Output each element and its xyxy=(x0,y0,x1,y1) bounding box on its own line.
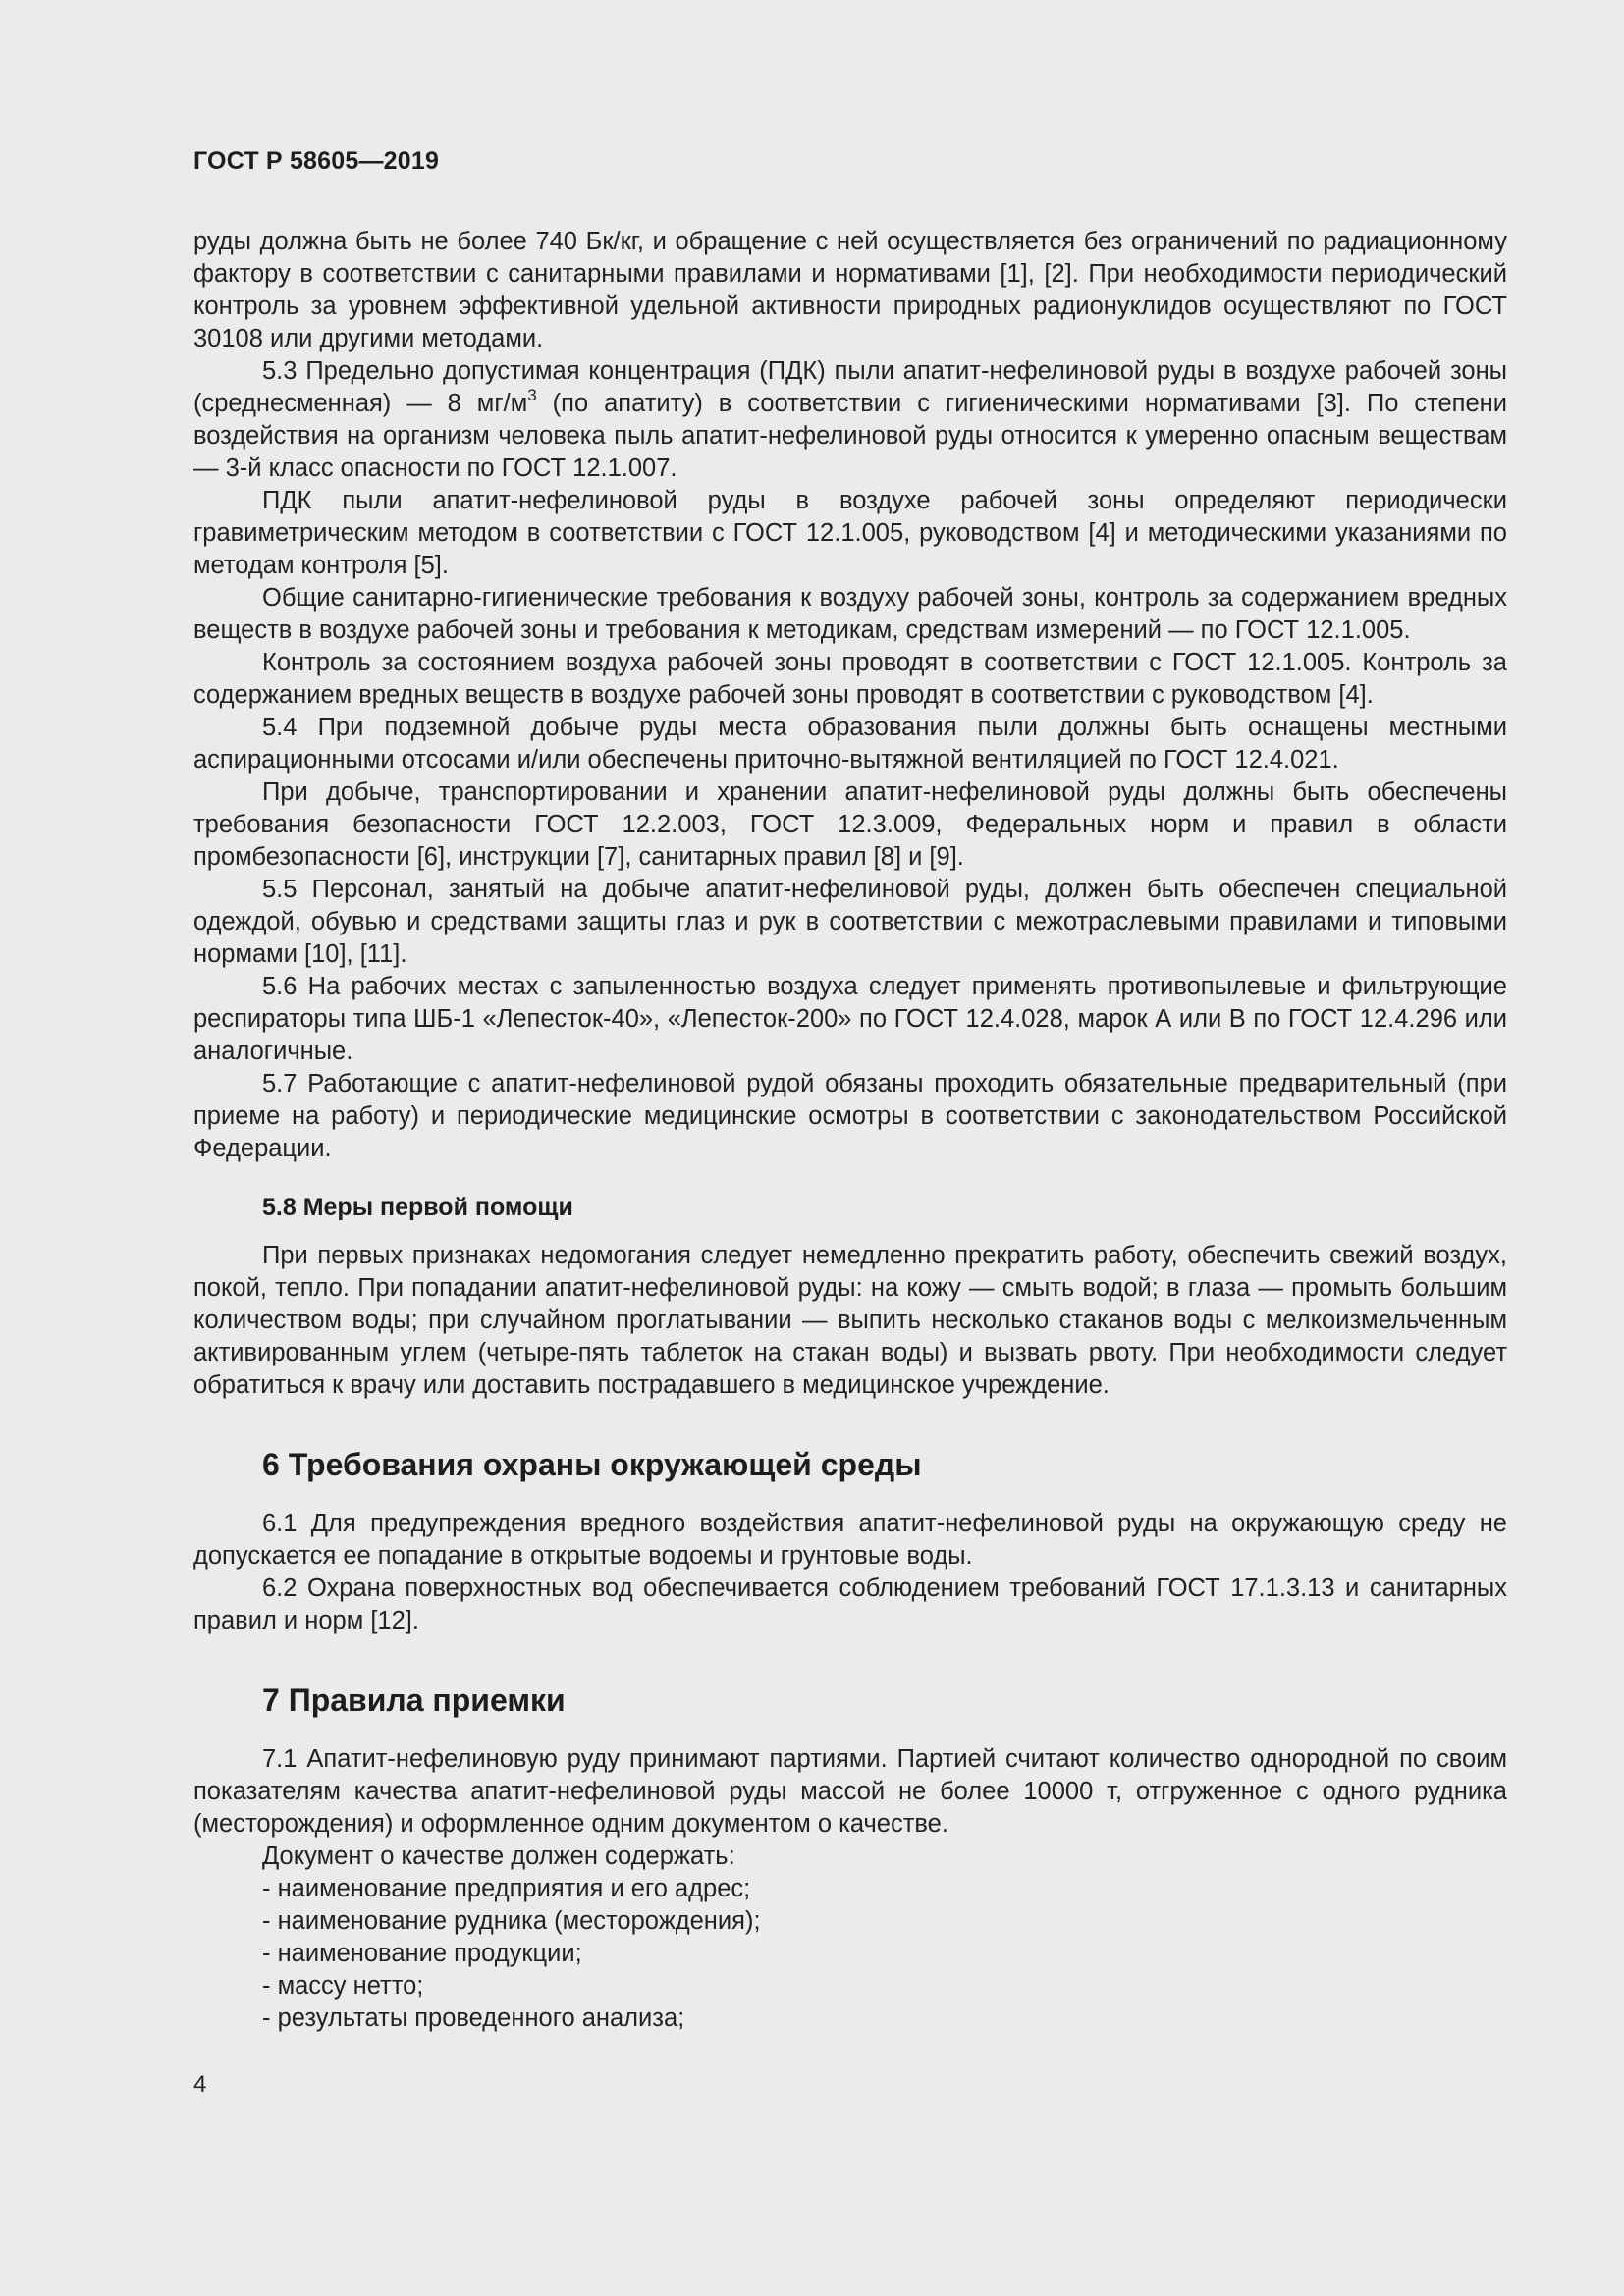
subheading-5-8: 5.8 Меры первой помощи xyxy=(262,1194,573,1221)
list-item: - массу нетто; xyxy=(262,1972,424,2000)
paragraph-document-contents: Документ о качестве должен содержать: xyxy=(262,1842,735,1870)
paragraph-5-3-part-a: 5.3 Предельно допустимая концентрация (ПДК) пыли апатит-нефелиновой руды в воздухе рабочей зоны (среднесменная) — 8 мг/м xyxy=(193,357,1507,417)
paragraph-mining-safety: При добыче, транспортировании и хранении апатит-нефелиновой руды должны быть обеспечены требования безопасности ГОСТ 12.2.003, ГОСТ 12.3.009, Федеральных норм и правил в области промбезопасности [6], инструкции [7], санитарных правил [8] и [9]. xyxy=(193,778,1507,871)
paragraph-5-3 xyxy=(193,355,1507,485)
section-heading-6: 6 Требования охраны окружающей среды xyxy=(262,1447,922,1482)
superscript-cube: 3 xyxy=(527,385,537,404)
paragraph-7-1: 7.1 Апатит-нефелиновую руду принимают партиями. Партией считают количество однородной по своим показателям качества апатит-нефелиновой руды массой не более 10000 т, отгруженное с одного рудника (месторождения) и оформленное одним документом о качестве. xyxy=(193,1745,1507,1838)
paragraph-pdk: ПДК пыли апатит-нефелиновой руды в воздухе рабочей зоны определяют периодически гравиметрическим методом в соответствии с ГОСТ 12.1.005, руководством [4] и методическими указаниями по методам контроля [5]. xyxy=(193,487,1507,579)
paragraph-first-aid: При первых признаках недомогания следует немедленно прекратить работу, обеспечить свежий воздух, покой, тепло. При попадании апатит-нефелиновой руды: на кожу — смыть водой; в глаза — промыть большим количеством воды; при случайном проглатывании — выпить несколько стаканов воды с мелкоизмельченным активированным углем (четыре-пять таблеток на стакан воды) и вызвать рвоту. При необходимости следует обратиться к врачу или доставить пострадавшего в медицинское учреждение. xyxy=(193,1242,1507,1399)
paragraph-6-2: 6.2 Охрана поверхностных вод обеспечивается соблюдением требований ГОСТ 17.1.3.13 и санитарных правил и норм [12]. xyxy=(193,1575,1507,1634)
list-item: - наименование рудника (месторождения); xyxy=(262,1907,761,1935)
paragraph-6-1: 6.1 Для предупреждения вредного воздействия апатит-нефелиновой руды на окружающую среду не допускается ее попадание в открытые водоемы и грунтовые воды. xyxy=(193,1510,1507,1570)
list-item: - наименование продукции; xyxy=(262,1940,582,1967)
section-heading-7: 7 Правила приемки xyxy=(262,1682,566,1718)
document-header: ГОСТ Р 58605—2019 xyxy=(193,147,440,175)
paragraph-5-7: 5.7 Работающие с апатит-нефелиновой рудой обязаны проходить обязательные предварительный (при приеме на работу) и периодические медицинские осмотры в соответствии с законодательством Российской Федерации. xyxy=(193,1070,1507,1162)
paragraph-5-4: 5.4 При подземной добыче руды места образования пыли должны быть оснащены местными аспирационными отсосами и/или обеспечены приточно-вытяжной вентиляцией по ГОСТ 12.4.021. xyxy=(193,714,1507,774)
paragraph-air-control: Контроль за состоянием воздуха рабочей зоны проводят в соответствии с ГОСТ 12.1.005. Контроль за содержанием вредных веществ в воздухе рабочей зоны проводят в соответствии с руководством [4]. xyxy=(193,649,1507,709)
document-contents-list xyxy=(193,1873,1507,2035)
paragraph-5-6: 5.6 На рабочих местах с запыленностью воздуха следует применять противопылевые и фильтрующие респираторы типа ШБ-1 «Лепесток-40», «Лепесток-200» по ГОСТ 12.4.028, марок А или В по ГОСТ 12.4.296 или аналогичные. xyxy=(193,973,1507,1065)
paragraph-5-5: 5.5 Персонал, занятый на добыче апатит-нефелиновой руды, должен быть обеспечен специальной одеждой, обувью и средствами защиты глаз и рук в соответствии с межотраслевыми правилами и типовыми нормами [10], [11]. xyxy=(193,876,1507,968)
paragraph-intro: руды должна быть не более 740 Бк/кг, и обращение с ней осуществляется без ограничений по радиационному фактору в соответствии с санитарными правилами и нормативами [1], [2]. При необходимости периодический контроль за уровнем эффективной удельной активности природных радионуклидов осуществляют по ГОСТ 30108 или другими методами. xyxy=(193,228,1507,352)
list-item: - результаты проведенного анализа; xyxy=(262,2004,685,2032)
list-item: - наименование предприятия и его адрес; xyxy=(262,1875,751,1902)
page-number: 4 xyxy=(193,2071,207,2098)
document-body xyxy=(193,226,1507,2035)
paragraph-5-3-part-b: (по апатиту) в соответствии с гигиеническими нормативами [3]. По степени воздействия на организм человека пыль апатит-нефелиновой руды относится к умеренно опасным веществам — 3-й класс опасности по ГОСТ 12.1.007. xyxy=(193,390,1507,482)
paragraph-general-requirements: Общие санитарно-гигиенические требования к воздуху рабочей зоны, контроль за содержанием вредных веществ в воздухе рабочей зоны и требования к методикам, средствам измерений — по ГОСТ 12.1.005. xyxy=(193,584,1507,644)
